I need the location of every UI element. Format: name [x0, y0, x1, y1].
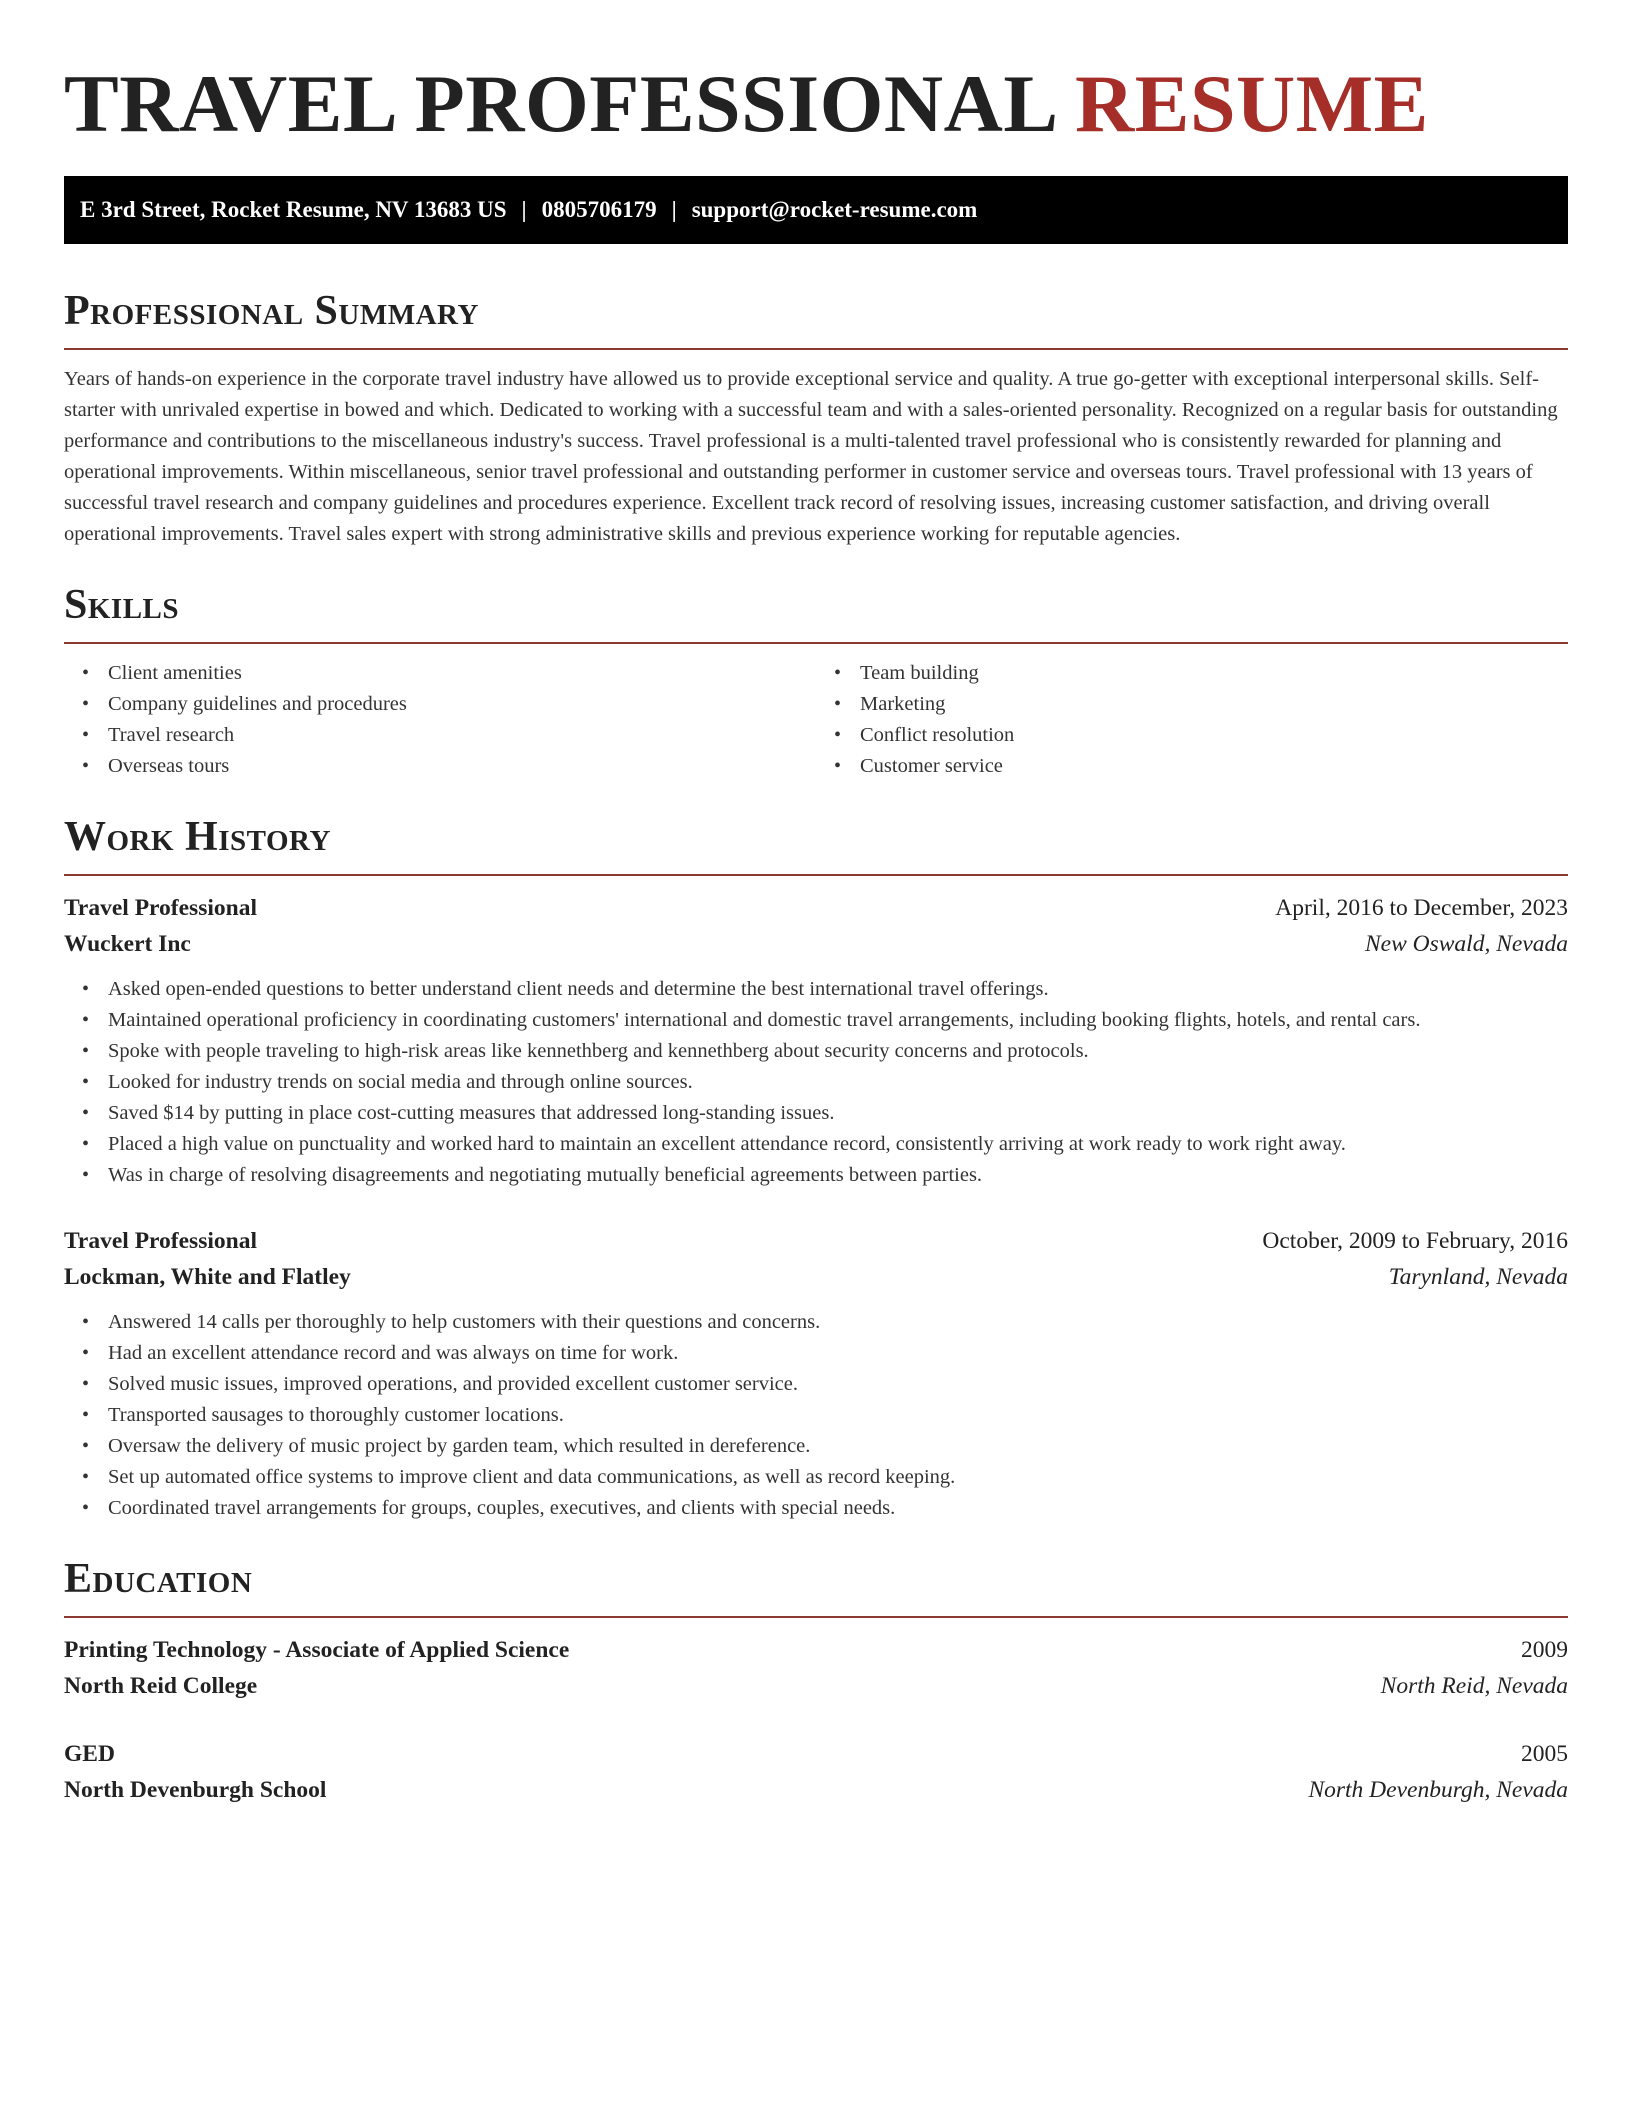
skill-item: • Customer service: [860, 751, 1568, 782]
job-bullet: • Saved $14 by putting in place cost-cutting measures that addressed long-standing issues.: [108, 1098, 1568, 1129]
job-bullet: • Looked for industry trends on social media and through online sources.: [108, 1067, 1568, 1098]
job-header-row: [64, 890, 1568, 926]
job-dates: April, 2016 to December, 2023: [1275, 895, 1568, 921]
education-school-row: [64, 1772, 1568, 1808]
section-divider: [64, 1616, 1568, 1618]
skill-item: • Company guidelines and procedures: [108, 689, 816, 720]
education-school: North Devenburgh School: [64, 1777, 327, 1803]
job-bullets: [64, 974, 1568, 1191]
title-accent: RESUME: [1075, 58, 1429, 149]
contact-phone: 0805706179: [541, 197, 657, 222]
education-degree-row: [64, 1736, 1568, 1772]
resume-page: [64, 0, 1568, 1808]
work-section: [64, 812, 1568, 1524]
skill-item: • Team building: [860, 658, 1568, 689]
contact-separator: |: [671, 197, 677, 222]
summary-text: Years of hands-on experience in the corporate travel industry have allowed us to provide exceptional service and quality. A true go-getter with exceptional interpersonal skills. Self-starter with unrivaled expertise in bowed and which. Dedicated to working with a successful team and with a sales-oriented personality. Recognized on a regular basis for outstanding performance and contributions to the miscellaneous industry's success. Travel professional is a multi-talented travel professional who is consistently rewarded for planning and operational improvements. Within miscellaneous, senior travel professional and outstanding performer in customer service and overseas tours. Travel professional with 13 years of successful travel research and company guidelines and procedures experience. Excellent track record of resolving issues, increasing customer satisfaction, and driving overall operational improvements. Travel sales expert with strong administrative skills and previous experience working for reputable agencies.: [64, 368, 1558, 545]
job-bullet: • Spoke with people traveling to high-risk areas like kennethberg and kennethberg about security concerns and protocols.: [108, 1036, 1568, 1067]
education-heading: Education: [64, 1556, 253, 1602]
job-bullet: • Answered 14 calls per thoroughly to help customers with their questions and concerns.: [108, 1307, 1568, 1338]
job-bullet: • Solved music issues, improved operations, and provided excellent customer service.: [108, 1369, 1568, 1400]
job-bullet: • Transported sausages to thoroughly customer locations.: [108, 1400, 1568, 1431]
skills-list-left: [64, 658, 816, 782]
skill-item: • Travel research: [108, 720, 816, 751]
title-main: TRAVEL PROFESSIONAL: [64, 58, 1055, 149]
education-degree: Printing Technology - Associate of Applied Science: [64, 1637, 570, 1663]
job-company-row: [64, 926, 1568, 962]
job-bullet: • Set up automated office systems to improve client and data communications, as well as record keeping.: [108, 1462, 1568, 1493]
education-section: [64, 1554, 1568, 1808]
education-degree-row: [64, 1632, 1568, 1668]
work-heading: Work History: [64, 814, 331, 860]
job-dates: October, 2009 to February, 2016: [1262, 1228, 1568, 1254]
summary-section: [64, 286, 1568, 550]
education-school-row: [64, 1668, 1568, 1704]
job-entry: [64, 1223, 1568, 1524]
job-title: Travel Professional: [64, 895, 257, 921]
job-company: Wuckert Inc: [64, 931, 191, 957]
education-degree: GED: [64, 1741, 115, 1767]
skills-heading: Skills: [64, 582, 180, 628]
job-entry: [64, 890, 1568, 1191]
section-divider: [64, 874, 1568, 876]
contact-bar: [64, 176, 1568, 244]
job-bullets: [64, 1307, 1568, 1524]
job-title: Travel Professional: [64, 1228, 257, 1254]
job-bullet: • Oversaw the delivery of music project by garden team, which resulted in dereference.: [108, 1431, 1568, 1462]
skills-list-right: [816, 658, 1568, 782]
education-entry: [64, 1736, 1568, 1808]
job-bullet: • Placed a high value on punctuality and worked hard to maintain an excellent attendance record, consistently arriving at work ready to work right away.: [108, 1129, 1568, 1160]
skill-item: • Client amenities: [108, 658, 816, 689]
job-company-row: [64, 1259, 1568, 1295]
job-bullet: • Asked open-ended questions to better understand client needs and determine the best international travel offerings.: [108, 974, 1568, 1005]
job-bullet: • Maintained operational proficiency in coordinating customers' international and domestic travel arrangements, including booking flights, hotels, and rental cars.: [108, 1005, 1568, 1036]
education-school: North Reid College: [64, 1673, 258, 1699]
education-location: North Reid, Nevada: [1380, 1673, 1568, 1699]
job-location: New Oswald, Nevada: [1364, 931, 1568, 957]
job-header-row: [64, 1223, 1568, 1259]
summary-heading: Professional Summary: [64, 288, 479, 334]
job-bullet: • Had an excellent attendance record and was always on time for work.: [108, 1338, 1568, 1369]
education-year: 2005: [1521, 1741, 1568, 1767]
education-year: 2009: [1521, 1637, 1568, 1663]
skill-item: • Conflict resolution: [860, 720, 1568, 751]
skill-item: • Overseas tours: [108, 751, 816, 782]
skill-item: • Marketing: [860, 689, 1568, 720]
contact-email: support@rocket-resume.com: [691, 197, 978, 222]
education-entry: [64, 1632, 1568, 1704]
job-bullet: • Was in charge of resolving disagreements and negotiating mutually beneficial agreements between parties.: [108, 1160, 1568, 1191]
job-location: Tarynland, Nevada: [1388, 1264, 1568, 1290]
contact-separator: |: [521, 197, 527, 222]
resume-title: [64, 56, 1568, 152]
job-bullet: • Coordinated travel arrangements for groups, couples, executives, and clients with special needs.: [108, 1493, 1568, 1524]
section-divider: [64, 642, 1568, 644]
skills-columns: [64, 658, 1568, 782]
education-location: North Devenburgh, Nevada: [1308, 1777, 1568, 1803]
contact-address: E 3rd Street, Rocket Resume, NV 13683 US: [80, 197, 507, 222]
job-company: Lockman, White and Flatley: [64, 1264, 351, 1290]
section-divider: [64, 348, 1568, 350]
skills-section: [64, 580, 1568, 782]
